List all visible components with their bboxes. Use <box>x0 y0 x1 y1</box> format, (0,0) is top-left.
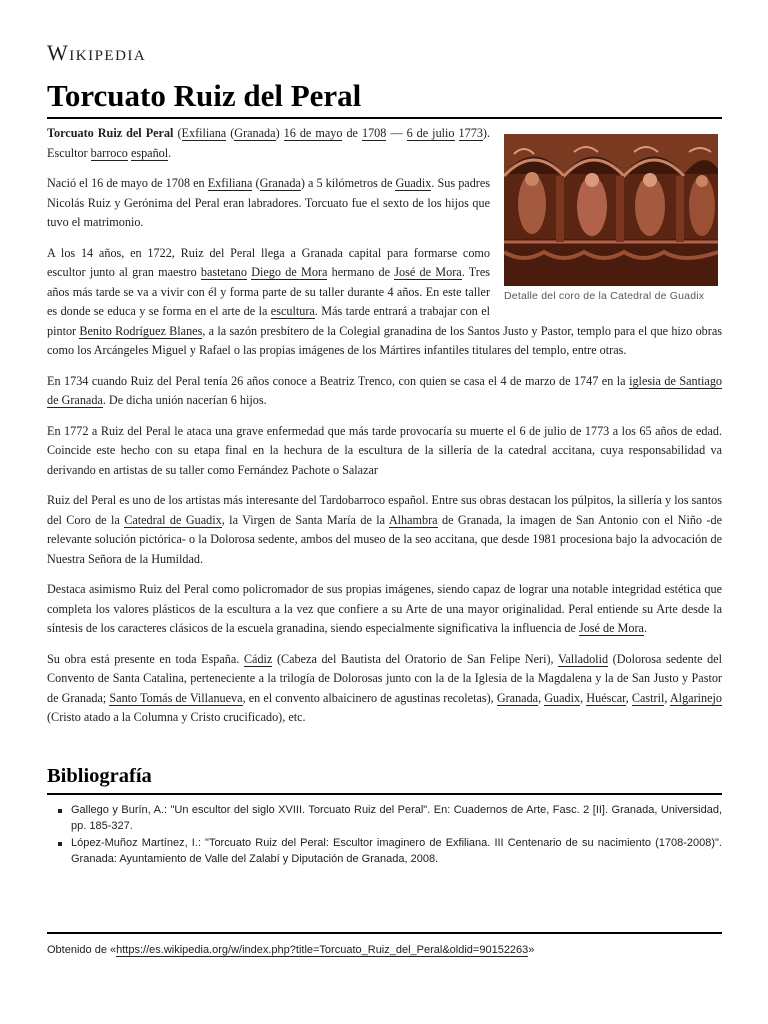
link-jose-de-mora[interactable]: José de Mora <box>394 265 462 279</box>
paragraph-locations: Su obra está presente en toda España. Cádiz (Cabeza del Bautista del Oratorio de San Felipe Neri), Valladolid (Dolorosa sedente del Convento de Santa Catalina, perteneciente a la trilogía de Dolorosas junto con la de la Iglesia de la Magdalena y la de San Justo y Pastor de Granada; Santo Tomás de Villanueva, en el convento albaicinero de agustinas recoletas), Granada, Guadix, Huéscar, Castril, Algarinejo (Cristo atado a la Columna y Cristo crucificado), etc. <box>47 651 722 724</box>
figure-caption: Detalle del coro de la Catedral de Guadix <box>504 290 705 302</box>
bibliography-list <box>47 803 722 869</box>
link-jose-de-mora[interactable]: José de Mora <box>578 621 644 635</box>
article-body <box>47 124 722 739</box>
link-granada[interactable]: Granada <box>259 176 301 190</box>
bullet-icon <box>58 809 62 813</box>
paragraph-polychrome: Destaca asimismo Ruiz del Peral como policromador de sus propias imágenes, siendo capaz de lograr una notable integridad estética que completa los valores plásticos de la escultura a la vez que confiere a su Arte de una mayor originalidad. Peral entiende su Arte desde la síntesis de los caracteres clásicos de la escuela granadina, siendo especialmente significativa la influencia de José de Mora. <box>47 582 722 635</box>
link-espanol[interactable]: español <box>130 145 169 160</box>
paragraph-marriage: En 1734 cuando Ruiz del Peral tenía 26 años conoce a Beatriz Trenco, con quien se casa el 4 de marzo de 1747 en la iglesia de Santiago de Granada. De dicha unión nacerían 6 hijos. <box>47 373 723 407</box>
link-huescar[interactable]: Huéscar <box>586 690 626 705</box>
link-barroco[interactable]: barroco <box>90 145 128 160</box>
intro-paragraph: Torcuato Ruiz del Peral (Exfiliana (Granada) 16 de mayo de 1708 — 6 de julio 1773). Escultor barroco español. <box>47 126 491 160</box>
link-guadix[interactable]: Guadix <box>544 690 581 705</box>
link-death-year[interactable]: 1773 <box>458 126 483 140</box>
footer-divider <box>47 932 722 934</box>
bullet-icon <box>58 842 62 846</box>
link-bastetano[interactable]: bastetano <box>200 265 247 279</box>
page-title: Torcuato Ruiz del Peral <box>47 78 362 113</box>
figure <box>504 134 718 304</box>
bibliography-item: López-Muñoz Martínez, I.: "Torcuato Ruiz del Peral: Escultor imaginero de Exfiliana. III Centenario de su nacimiento (1708-2008)". Granada: Ayuntamiento de Valle del Zalabí y Diputación de Granada, 2008. <box>47 836 722 867</box>
paragraph-training: A los 14 años, en 1722, Ruiz del Peral llega a Granada capital para formarse como escultor junto al gran maestro bastetano Diego de Mora hermano de José de Mora. Tres años más tarde se va a vivir con él y forma parte de su taller durante 4 años. En este taller es donde se educa y se forma en el arte de la escultura. Más tarde entrará a trabajar con el pintor Benito Rodríguez Blanes, a la sazón presbítero de la Colegial granadina de los Santos Justo y Pastor, templo para el que hizo obras como los Arcángeles Miguel y Rafael o las propias imágenes de los Mártires infantiles titulares del templo, entre otras. <box>47 245 722 357</box>
link-catedral-guadix[interactable]: Catedral de Guadix <box>124 512 222 527</box>
link-algarinejo[interactable]: Algarinejo <box>669 690 722 705</box>
paragraph-birth: Nació el 16 de mayo de 1708 en Exfiliana (Granada) a 5 kilómetros de Guadix. Sus padres Nicolás Ruiz y Gerónima del Peral eran labradores. Torcuato fue el sexto de los hijos que tuvo el matrimonio. <box>47 176 490 229</box>
permalink[interactable]: https://es.wikipedia.org/w/index.php?title=Torcuato_Ruiz_del_Peral&oldid=90152263 <box>116 944 529 956</box>
link-birth-date[interactable]: 16 de mayo <box>283 126 343 140</box>
paragraph-works: Ruiz del Peral es uno de los artistas más interesante del Tardobarroco español. Entre sus obras destacan los púlpitos, la sillería y los santos del Coro de la Catedral de Guadix, la Virgen de Santa María de la Alhambra de Granada, la imagen de San Antonio con el Niño -de relevante solución pictórica- o la Dolorosa sedente, ambos del museo de la seo accitana, que desde 1981 procesiona bajo la advocación de Nuestra Señora de la Humildad. <box>47 493 722 566</box>
link-diego-de-mora[interactable]: Diego de Mora <box>251 265 328 279</box>
link-granada[interactable]: Granada <box>234 126 276 140</box>
link-exfiliana[interactable]: Exfiliana <box>207 176 253 190</box>
bibliography-divider <box>47 793 722 795</box>
link-castril[interactable]: Castril <box>631 690 665 705</box>
link-escultura[interactable]: escultura <box>270 304 315 318</box>
choir-detail-image[interactable] <box>504 134 718 286</box>
link-cadiz[interactable]: Cádiz <box>243 651 273 666</box>
link-birth-year[interactable]: 1708 <box>361 126 387 140</box>
link-santo-tomas-villanueva[interactable]: Santo Tomás de Villanueva <box>109 690 243 705</box>
bibliography-heading: Bibliografía <box>47 765 152 787</box>
link-granada[interactable]: Granada <box>496 690 539 705</box>
link-exfiliana[interactable]: Exfiliana <box>181 126 227 140</box>
link-valladolid[interactable]: Valladolid <box>557 651 609 666</box>
title-divider <box>47 117 722 119</box>
retrieved-from: Obtenido de «https://es.wikipedia.org/w/index.php?title=Torcuato_Ruiz_del_Peral&oldid=90152263» <box>47 944 535 956</box>
link-death-date[interactable]: 6 de julio <box>406 126 455 140</box>
link-iglesia-santiago[interactable]: iglesia de Santiago de Granada <box>47 373 723 407</box>
wikipedia-wordmark[interactable]: Wikipedia <box>47 40 147 65</box>
bibliography-item: Gallego y Burín, A.: "Un escultor del siglo XVIII. Torcuato Ruiz del Peral". En: Cuadernos de Arte, Fasc. 2 [II]. Granada, Universidad, pp. 185-327. <box>47 803 722 834</box>
link-alhambra[interactable]: Alhambra <box>388 512 438 527</box>
link-guadix[interactable]: Guadix <box>395 176 432 190</box>
link-benito-rodriguez-blanes[interactable]: Benito Rodríguez Blanes <box>79 323 203 338</box>
paragraph-death: En 1772 a Ruiz del Peral le ataca una grave enfermedad que más tarde provocaría su muerte el 6 de julio de 1773 a los 65 años de edad. Coincide este hecho con su etapa final en la hechura de la escultura de la sillería de la catedral accitana, cuya responsabilidad va derivando en artistas de su taller como Fernández Pachote o Salazar <box>47 423 722 477</box>
subject-name: Torcuato Ruiz del Peral <box>47 126 174 140</box>
